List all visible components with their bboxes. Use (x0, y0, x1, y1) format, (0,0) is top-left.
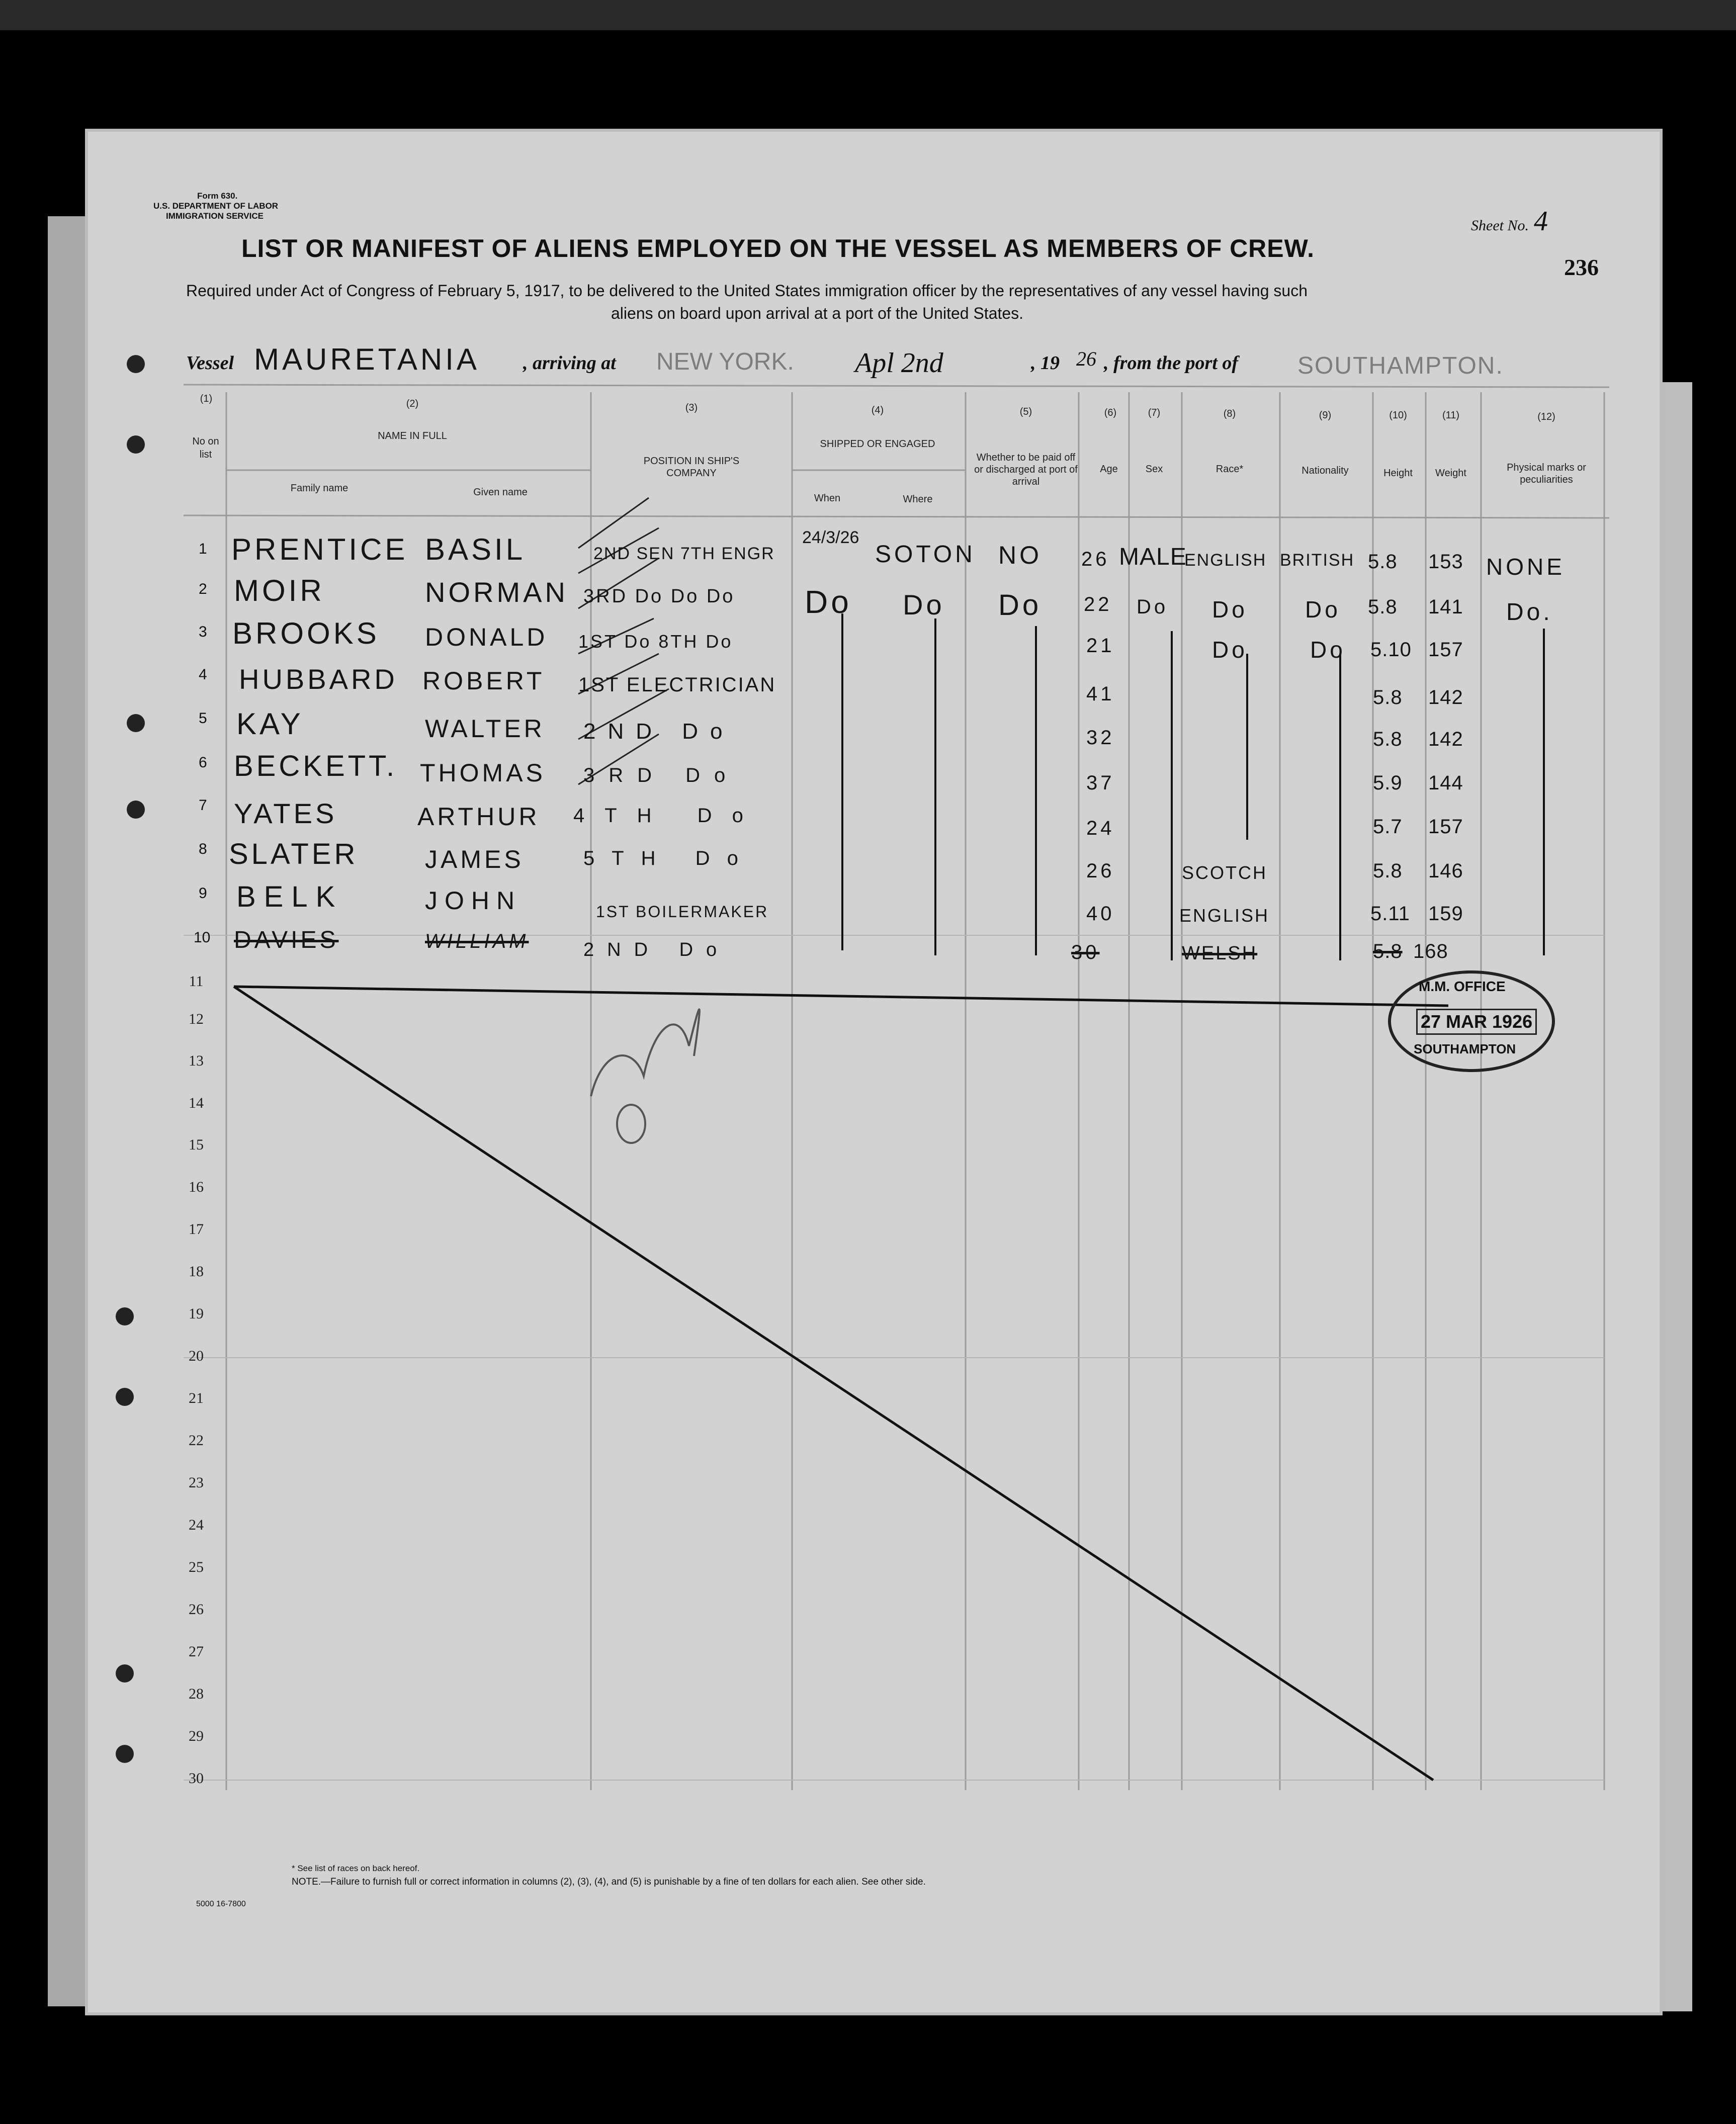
col-sex: Sex (1145, 464, 1163, 475)
row-number: 29 (189, 1728, 204, 1744)
row-number: 15 (189, 1136, 204, 1153)
given-name: DONALD (425, 623, 548, 651)
height: 5.8 (1373, 940, 1403, 962)
given-name: NORMAN (425, 576, 568, 608)
footnote-races: * See list of races on back hereof. (292, 1864, 420, 1873)
office-stamp (1388, 970, 1555, 1072)
family-name: BECKETT. (234, 750, 398, 782)
col1-number: (1) (200, 393, 213, 404)
weight: 157 (1428, 639, 1463, 661)
position: 3RD Do Do Do (583, 586, 735, 607)
col-physical-marks: Physical marks or peculiarities (1507, 462, 1586, 485)
col-height: Height (1383, 468, 1413, 479)
row-number: 20 (189, 1348, 204, 1364)
height: 5.8 (1368, 551, 1398, 573)
race: WELSH (1182, 943, 1258, 964)
year-suffix: 26 (1076, 347, 1096, 370)
height: 5.8 (1373, 728, 1403, 750)
col-paid-off: Whether to be paid off or discharged at port of arrival (974, 452, 1078, 487)
given-name: JAMES (425, 845, 524, 873)
weight: 141 (1428, 596, 1463, 618)
nationality: Do (1310, 637, 1346, 663)
arrival-date: Apl 2nd (855, 347, 943, 379)
row-number: 18 (189, 1263, 204, 1280)
family-name: BELK (236, 880, 343, 913)
print-code: 5000 16-7800 (196, 1900, 246, 1908)
page-title: LIST OR MANIFEST OF ALIENS EMPLOYED ON THE VESSEL AS MEMBERS OF CREW. (241, 234, 1315, 262)
race: SCOTCH (1182, 862, 1267, 883)
age: 22 (1084, 593, 1112, 615)
service-name: IMMIGRATION SERVICE (166, 211, 264, 221)
nationality: Do (1305, 596, 1341, 623)
col-name-in-full: NAME IN FULL (378, 430, 447, 441)
given-name: ARTHUR (417, 803, 540, 831)
form-number: Form 630. (197, 191, 238, 201)
sheet-number: 4 (1534, 206, 1548, 237)
row-number: 22 (189, 1432, 204, 1449)
age: 40 (1086, 903, 1115, 925)
row-number: 17 (189, 1221, 204, 1237)
height: 5.10 (1370, 639, 1412, 661)
subtitle-line2: aliens on board upon arrival at a port of the United States. (611, 304, 1024, 322)
col3-number: (3) (685, 402, 698, 413)
family-name: KAY (236, 707, 304, 741)
shipped-when: Do (805, 584, 852, 620)
height: 5.8 (1373, 860, 1403, 882)
race: ENGLISH (1184, 551, 1267, 570)
from-label: , from the port of (1104, 352, 1239, 374)
physical-marks: Do. (1506, 599, 1553, 626)
height: 5.7 (1373, 816, 1403, 838)
given-name: ROBERT (422, 667, 545, 695)
from-port: SOUTHAMPTON. (1297, 352, 1504, 379)
row-number: 1 (199, 541, 207, 557)
position: 2ND SEN 7TH ENGR (593, 544, 775, 563)
arriving-label: , arriving at (523, 352, 616, 374)
age: 21 (1086, 635, 1115, 657)
col5-number: (5) (1019, 406, 1032, 417)
age: 30 (1071, 941, 1100, 963)
col2-number: (2) (406, 398, 419, 409)
row-number: 11 (189, 973, 204, 990)
col9-number: (9) (1319, 410, 1332, 421)
position: 2ND Do (583, 719, 735, 744)
family-name: YATES (234, 798, 337, 829)
row-number: 9 (199, 885, 207, 902)
nationality: BRITISH (1280, 551, 1355, 570)
col10-number: (10) (1389, 410, 1407, 421)
col-nationality: Nationality (1301, 465, 1349, 476)
row-number: 27 (189, 1643, 204, 1660)
row-number: 13 (189, 1052, 204, 1069)
given-name: THOMAS (420, 759, 546, 787)
weight: 142 (1428, 728, 1463, 750)
weight: 144 (1428, 772, 1463, 794)
age: 41 (1086, 683, 1115, 705)
weight: 146 (1428, 860, 1463, 882)
height: 5.9 (1373, 772, 1403, 794)
age: 26 (1086, 860, 1115, 882)
shipped-where: Do (903, 589, 945, 621)
family-name: DAVIES (234, 927, 339, 953)
age: 37 (1086, 772, 1115, 794)
position: 1ST BOILERMAKER (596, 903, 769, 921)
col7-number: (7) (1148, 407, 1161, 418)
family-name: MOIR (234, 574, 325, 607)
family-name: HUBBARD (239, 663, 398, 695)
row-number: 30 (189, 1770, 204, 1787)
department-name: U.S. DEPARTMENT OF LABOR (153, 201, 279, 211)
row-number: 14 (189, 1095, 204, 1111)
row-number: 8 (199, 841, 207, 857)
race: Do (1212, 637, 1248, 663)
col-weight: Weight (1435, 468, 1466, 479)
physical-marks: NONE (1486, 554, 1565, 580)
vessel-name: MAURETANIA (254, 342, 480, 376)
family-name: PRENTICE (231, 533, 408, 566)
position: 4TH Do (573, 805, 763, 827)
row-number: 3 (199, 624, 207, 640)
paid-off: NO (998, 541, 1042, 569)
weight: 142 (1428, 686, 1463, 709)
age: 24 (1086, 817, 1115, 839)
vessel-label: Vessel (186, 352, 234, 374)
col-given-name: Given name (473, 487, 528, 498)
position: 1ST ELECTRICIAN (578, 674, 776, 696)
col-family-name: Family name (290, 483, 349, 494)
row-number: 25 (189, 1559, 204, 1575)
sex: Do (1137, 596, 1169, 618)
weight: 153 (1428, 551, 1463, 573)
row-number: 28 (189, 1686, 204, 1702)
row-number: 12 (189, 1011, 204, 1027)
given-name: WALTER (425, 715, 545, 743)
height: 5.8 (1368, 596, 1398, 618)
sex: MALE (1119, 544, 1187, 570)
sheet-label: Sheet No. (1471, 217, 1529, 234)
position: 3RD Do (583, 764, 740, 786)
position: 1ST Do 8TH Do (578, 631, 733, 652)
row-number: 4 (199, 666, 207, 683)
stamp-line2: 27 MAR 1926 (1416, 1009, 1537, 1035)
weight: 159 (1428, 903, 1463, 925)
col11-number: (11) (1442, 410, 1460, 421)
col-age: Age (1100, 464, 1118, 475)
row-number: 10 (194, 929, 211, 946)
height: 5.11 (1370, 903, 1410, 925)
col-when: When (814, 493, 841, 504)
shipped-where: SOTON (875, 541, 976, 568)
row-number: 7 (199, 797, 207, 814)
col-no-on-list: No on list (192, 436, 219, 460)
given-name: WILLIAM (425, 930, 529, 952)
shipped-when: 24/3/26 (802, 528, 859, 547)
family-name: BROOKS (232, 616, 380, 650)
row-number: 23 (189, 1474, 204, 1491)
col4-number: (4) (871, 405, 884, 416)
row-number: 2 (199, 581, 207, 597)
position: 5TH Do (583, 847, 755, 869)
year-prefix: , 19 (1031, 352, 1060, 374)
weight: 157 (1428, 816, 1463, 838)
row-number: 21 (189, 1390, 204, 1406)
given-name: JOHN (425, 887, 522, 915)
row-number: 6 (199, 754, 207, 771)
row-number: 16 (189, 1179, 204, 1195)
age: 26 (1081, 548, 1110, 570)
age: 32 (1086, 727, 1115, 749)
height: 5.8 (1373, 686, 1403, 709)
row-number: 26 (189, 1601, 204, 1618)
paid-off: Do (998, 589, 1042, 622)
col6-number: (6) (1104, 407, 1117, 418)
given-name: BASIL (425, 533, 526, 566)
race: Do (1212, 596, 1248, 623)
row-number: 24 (189, 1517, 204, 1533)
page-number: 236 (1564, 254, 1599, 280)
col-where: Where (903, 494, 933, 505)
col-race: Race* (1216, 464, 1244, 475)
col8-number: (8) (1223, 408, 1236, 419)
col-shipped-engaged: SHIPPED OR ENGAGED (820, 438, 935, 450)
row-number: 19 (189, 1305, 204, 1322)
family-name: SLATER (229, 838, 359, 870)
col12-number: (12) (1537, 411, 1555, 422)
col-position: POSITION IN SHIP'S COMPANY (643, 456, 740, 479)
weight: 168 (1413, 940, 1448, 962)
stamp-line3: SOUTHAMPTON (1414, 1041, 1516, 1056)
arriving-port: NEW YORK. (656, 348, 794, 375)
subtitle-line1: Required under Act of Congress of February 5, 1917, to be delivered to the United States immigration officer by the representatives of any vessel having such (186, 282, 1308, 300)
row-number: 5 (199, 710, 207, 727)
stamp-line1: M.M. OFFICE (1419, 979, 1506, 994)
footnote-penalty: NOTE.—Failure to furnish full or correct information in columns (2), (3), (4), and (5) is punishable by a fine of ten dollars for each alien. See other side. (292, 1877, 926, 1887)
race: ENGLISH (1179, 905, 1270, 926)
position: 2ND Do (583, 939, 730, 960)
